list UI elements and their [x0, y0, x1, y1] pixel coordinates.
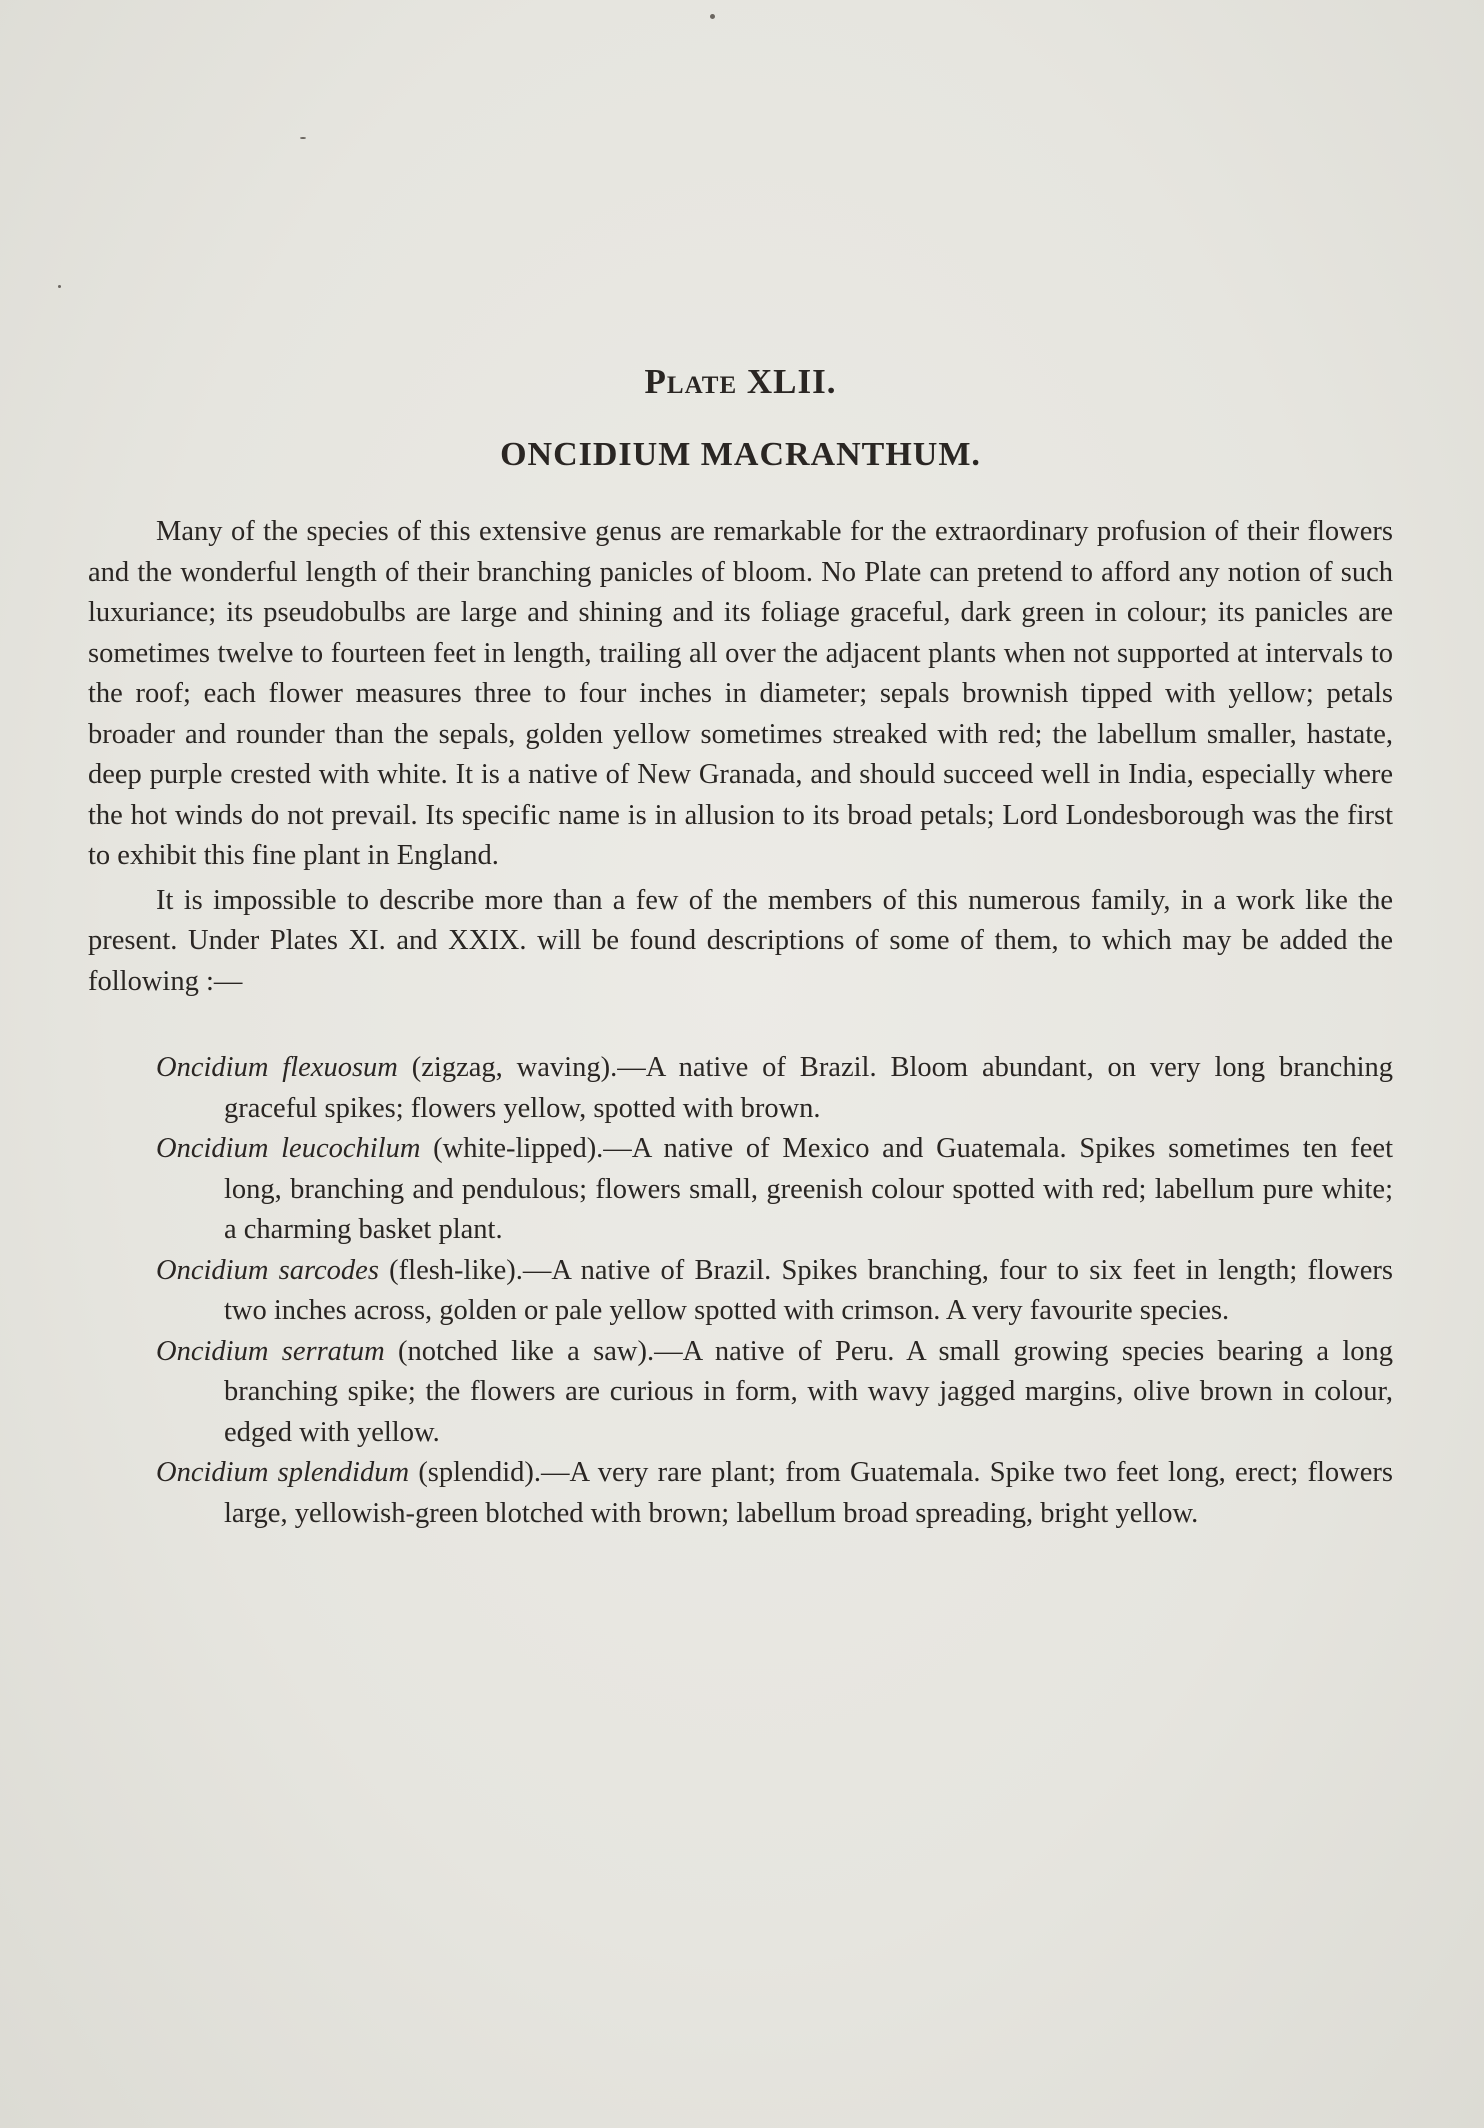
species-entry — [88, 1251, 1393, 1332]
species-description: (white-lipped).—A native of Mexico and Guatemala. Spikes sometimes ten feet long, branching and pendulous; flowers small, greenish colour spotted with red; labellum pure white; a charming basket plant. — [224, 1133, 1393, 1245]
species-entry — [88, 1453, 1393, 1534]
paragraph-introduction: It is impossible to describe more than a few of the members of this numerous family, in a work like the present. Under Plates XI. and XXIX. will be found descriptions of some of them, to which may be added the following :— — [88, 884, 1393, 997]
species-title: ONCIDIUM MACRANTHUM. — [500, 436, 981, 473]
species-entry — [88, 1332, 1393, 1454]
paper-speck — [300, 137, 306, 139]
paper-speck — [710, 14, 715, 19]
species-name: Oncidium serratum — [156, 1335, 385, 1367]
species-name: Oncidium sarcodes — [156, 1254, 379, 1286]
species-name: Oncidium flexuosum — [156, 1052, 398, 1083]
plate-title: Plate XLII. — [644, 362, 837, 401]
species-entry — [88, 1129, 1393, 1251]
paragraph-description: Many of the species of this extensive genus are remarkable for the extraordinary profusion of their flowers and the wonderful length of their branching panicles of bloom. No Plate can pretend to afford any notion of such luxuriance; its pseudobulbs are large and shining and its foliage graceful, dark green in colour; its panicles are sometimes twelve to fourteen feet in length, trailing all over the adjacent plants when not supported at intervals to the roof; each flower measures three to four inches in diameter; sepals brownish tipped with yellow; petals broader and rounder than the sepals, golden yellow sometimes streaked with red; the labellum smaller, hastate, deep purple crested with white. It is a native of New Granada, and should succeed well in India, especially where the hot winds do not prevail. Its specific name is in allusion to its broad petals; Lord Londesborough was the first to exhibit this fine plant in England. — [88, 516, 1393, 871]
paper-speck — [58, 285, 61, 288]
species-description: (zigzag, waving).—A native of Brazil. Bloom abundant, on very long branching graceful spikes; flowers yellow, spotted with brown. — [224, 1052, 1393, 1124]
document-body — [88, 362, 1393, 1534]
species-list — [88, 1048, 1393, 1534]
species-entry — [88, 1048, 1393, 1129]
species-name: Oncidium leucochilum — [156, 1133, 421, 1164]
species-description: (flesh-like).—A native of Brazil. Spikes branching, four to six feet in length; flowers two inches across, golden or pale yellow spotted with crimson. A very favourite species. — [224, 1254, 1393, 1326]
species-description: (notched like a saw).—A native of Peru. A small growing species bearing a long branching spike; the flowers are curious in form, with wavy jagged margins, olive brown in colour, edged with yellow. — [224, 1335, 1393, 1448]
species-description: (splendid).—A very rare plant; from Guatemala. Spike two feet long, erect; flowers large, yellowish-green blotched with brown; labellum broad spreading, bright yellow. — [224, 1457, 1393, 1529]
species-name: Oncidium splendidum — [156, 1457, 410, 1488]
